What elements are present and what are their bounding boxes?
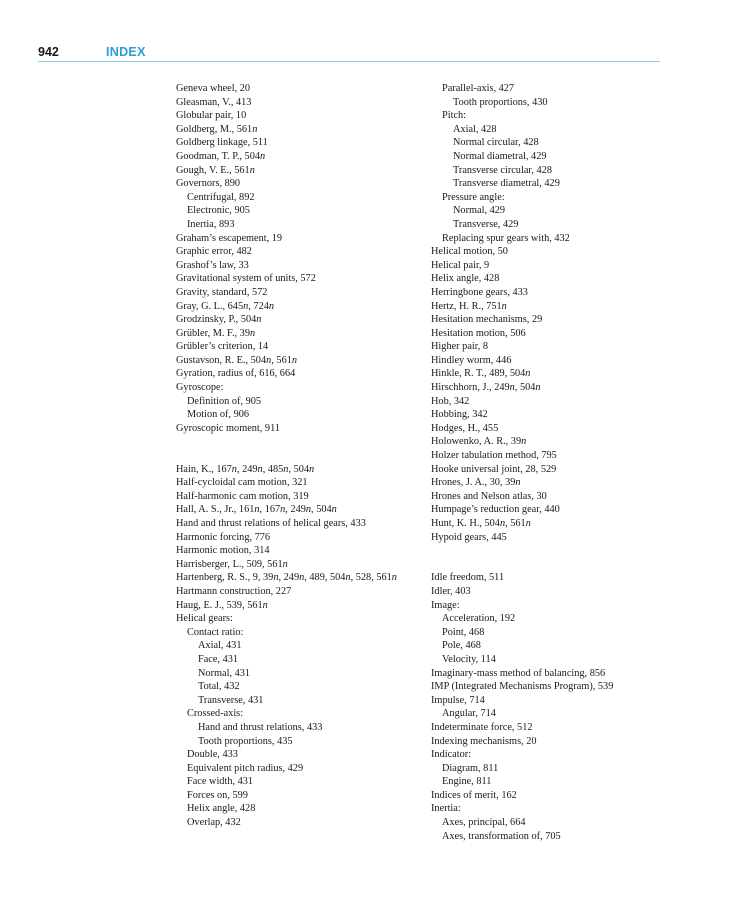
index-subentry: Face, 431: [198, 653, 239, 665]
running-header: [38, 42, 660, 62]
index-entry: Helix angle, 428: [431, 273, 500, 285]
index-subentry: Transverse diametral, 429: [453, 178, 560, 190]
index-subentry: Inertia, 893: [187, 218, 235, 230]
index-entry: Grübler, M. F., 39n: [176, 327, 256, 339]
index-entry: Hain, K., 167n, 249n, 485n, 504n: [176, 463, 315, 475]
index-entry: Grübler’s criterion, 14: [176, 341, 269, 353]
index-entry: Goldberg, M., 561n: [176, 123, 258, 135]
index-entry: Hodges, H., 455: [431, 422, 499, 434]
index-entry: Gyroscope:: [176, 382, 224, 394]
index-entry: Geneva wheel, 20: [176, 83, 251, 94]
index-entry: Indexing mechanisms, 20: [431, 735, 537, 747]
index-entry: Hinkle, R. T., 489, 504n: [431, 368, 531, 380]
index-entry: Hall, A. S., Jr., 161n, 167n, 249n, 504n: [176, 504, 337, 516]
index-subentry: Forces on, 599: [187, 789, 248, 801]
index-subentry: Point, 468: [442, 626, 485, 638]
index-subentry: Pole, 468: [442, 640, 481, 652]
index-entry: Harmonic motion, 314: [176, 545, 270, 557]
index-subentry: Double, 433: [187, 749, 238, 761]
index-entry: Haug, E. J., 539, 561n: [176, 599, 268, 611]
index-entry: Hartmann construction, 227: [176, 585, 292, 597]
index-entry: Hirschhorn, J., 249n, 504n: [431, 382, 541, 394]
index-subentry: Contact ratio:: [187, 626, 244, 638]
index-subentry: Tooth proportions, 435: [198, 735, 293, 747]
index-entry: Gravity, standard, 572: [176, 286, 268, 298]
index-subentry: Tooth proportions, 430: [453, 96, 548, 108]
index-entry: Hrones and Nelson atlas, 30: [431, 490, 547, 502]
index-subentry: Angular, 714: [442, 708, 496, 720]
index-entry: Impulse, 714: [431, 694, 485, 706]
index-entry: Herringbone gears, 433: [431, 286, 528, 298]
index-entry: Governors, 890: [176, 178, 241, 190]
index-entry: Hand and thrust relations of helical gears, 433: [176, 518, 366, 529]
index-subentry: Centrifugal, 892: [187, 191, 255, 203]
index-entry: Humpage’s reduction gear, 440: [431, 504, 560, 516]
index-subentry: Normal diametral, 429: [453, 150, 547, 162]
index-entry: Hobbing, 342: [431, 409, 488, 421]
index-subentry: Pressure angle:: [442, 191, 505, 203]
index-subentry: Normal, 429: [453, 205, 506, 217]
index-subentry: Helix angle, 428: [187, 803, 256, 815]
index-entry: Hesitation motion, 506: [431, 327, 526, 339]
index-subentry: Diagram, 811: [442, 762, 499, 774]
index-entry: Inertia:: [431, 803, 461, 815]
index-entry: Gyroscopic moment, 911: [176, 422, 280, 434]
index-entry: Goodman, T. P., 504n: [176, 150, 266, 162]
index-entry: Grashof’s law, 33: [176, 259, 249, 271]
header-rule: [38, 61, 660, 62]
index-entry: Harrisberger, L., 509, 561n: [176, 558, 288, 570]
index-entry: Hartenberg, R. S., 9, 39n, 249n, 489, 504n, 528, 561n: [176, 572, 397, 584]
index-entry: Image:: [431, 599, 460, 611]
index-entry: Gravitational system of units, 572: [176, 273, 316, 285]
index-entry: Graphic error, 482: [176, 246, 252, 258]
index-entry: Gleasman, V., 413: [176, 96, 252, 108]
index-entry: Higher pair, 8: [431, 341, 489, 353]
index-entry: Indeterminate force, 512: [431, 721, 533, 733]
index-entry: Helical motion, 50: [431, 246, 508, 258]
index-entry: Gyration, radius of, 616, 664: [176, 368, 296, 380]
index-entry: IMP (Integrated Mechanisms Program), 539: [431, 681, 614, 693]
index-subentry: Velocity, 114: [442, 653, 496, 665]
index-entry: Hrones, J. A., 30, 39n: [431, 477, 521, 489]
index-subentry: Total, 432: [198, 681, 240, 693]
index-subentry: Hand and thrust relations, 433: [198, 721, 323, 733]
index-entry: Grodzinsky, P., 504n: [176, 314, 262, 326]
index-subentry: Engine, 811: [442, 776, 492, 788]
index-entry: Half-cycloidal cam motion, 321: [176, 477, 308, 489]
section-title: INDEX: [106, 45, 146, 59]
index-entry: Imaginary-mass method of balancing, 856: [431, 667, 606, 679]
index-entry: Hesitation mechanisms, 29: [431, 314, 543, 326]
index-entry: Gray, G. L., 645n, 724n: [176, 300, 275, 312]
index-column-right: [431, 82, 681, 843]
index-subentry: Transverse, 431: [198, 694, 264, 706]
index-subentry: Overlap, 432: [187, 817, 241, 829]
index-entry: Indicator:: [431, 749, 472, 761]
index-entry: Holowenko, A. R., 39n: [431, 436, 527, 448]
index-subentry: Normal circular, 428: [453, 137, 539, 149]
index-entry: Indices of merit, 162: [431, 789, 517, 801]
index-entry: Half-harmonic cam motion, 319: [176, 490, 309, 502]
index-entry: Hertz, H. R., 751n: [431, 300, 507, 312]
index-entry: Globular pair, 10: [176, 110, 247, 122]
index-entry: Gustavson, R. E., 504n, 561n: [176, 354, 298, 366]
index-entry: Graham’s escapement, 19: [176, 232, 283, 244]
index-subentry: Replacing spur gears with, 432: [442, 232, 570, 244]
index-subentry: Axial, 431: [198, 640, 242, 652]
index-subentry: Face width, 431: [187, 776, 254, 788]
letter-group-gap: [431, 544, 681, 571]
index-entry: Hunt, K. H., 504n, 561n: [431, 518, 531, 529]
index-subentry: Normal, 431: [198, 667, 251, 679]
page-number: 942: [38, 45, 59, 59]
index-entry: Hob, 342: [431, 395, 470, 407]
index-subentry: Definition of, 905: [187, 395, 262, 407]
index-subentry: Electronic, 905: [187, 205, 250, 217]
index-subentry: Axial, 428: [453, 123, 497, 135]
index-subentry: Axes, transformation of, 705: [442, 830, 561, 842]
index-subentry: Crossed-axis:: [187, 708, 244, 720]
index-entry: Hooke universal joint, 28, 529: [431, 463, 557, 475]
index-entry: Hypoid gears, 445: [431, 531, 507, 543]
index-entry: Holzer tabulation method, 795: [431, 450, 557, 462]
index-subentry: Transverse circular, 428: [453, 164, 553, 176]
index-subentry: Motion of, 906: [187, 409, 250, 421]
index-entry: Goldberg linkage, 511: [176, 137, 268, 149]
index-entry: Idler, 403: [431, 585, 471, 597]
index-subentry: Equivalent pitch radius, 429: [187, 762, 304, 774]
index-entry: Harmonic forcing, 776: [176, 531, 271, 543]
index-subentry: Axes, principal, 664: [442, 817, 526, 829]
index-entry: Hindley worm, 446: [431, 354, 512, 366]
index-column-left: [176, 82, 426, 830]
letter-group-gap: [176, 435, 426, 462]
index-subentry: Pitch:: [442, 110, 467, 122]
index-entry: Helical gears:: [176, 613, 233, 625]
index-entry: Gough, V. E., 561n: [176, 164, 255, 176]
index-entry: Idle freedom, 511: [431, 572, 505, 584]
index-subentry: Acceleration, 192: [442, 613, 516, 625]
index-entry: Helical pair, 9: [431, 259, 490, 271]
index-subentry: Transverse, 429: [453, 218, 519, 230]
index-subentry: Parallel-axis, 427: [442, 83, 515, 94]
